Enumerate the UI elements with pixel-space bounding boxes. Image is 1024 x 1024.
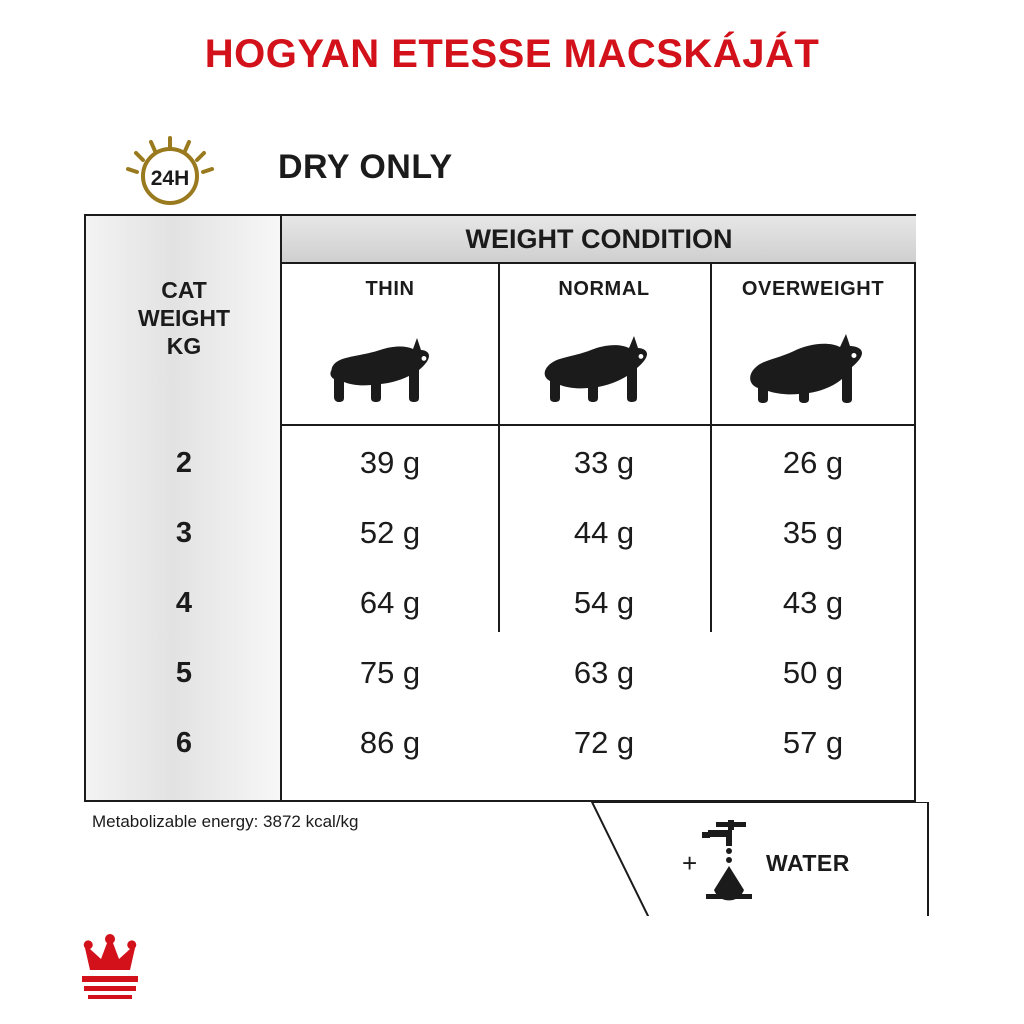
table-row xyxy=(86,638,916,708)
water-label: WATER xyxy=(766,850,850,876)
water-tap-icon xyxy=(700,818,766,902)
cat-weight-header-line1: CAT xyxy=(161,277,207,303)
cell-overweight: 43 g xyxy=(782,585,844,620)
cat-thin-icon xyxy=(282,316,498,424)
table-row xyxy=(86,708,916,778)
table-header-rule xyxy=(282,424,916,426)
feeding-mode-label: DRY ONLY xyxy=(278,148,453,186)
brand-footer xyxy=(0,916,1024,1024)
cell-thin: 39 g xyxy=(359,445,421,480)
cell-overweight: 57 g xyxy=(782,725,844,760)
plus-sign: + xyxy=(682,848,698,878)
weight-condition-header: WEIGHT CONDITION xyxy=(282,216,916,264)
cell-weight: 6 xyxy=(175,726,193,759)
cell-thin: 86 g xyxy=(359,725,421,760)
cell-thin: 52 g xyxy=(359,515,421,550)
cell-weight: 4 xyxy=(175,586,193,619)
cat-overweight-icon xyxy=(710,316,916,424)
cell-overweight: 50 g xyxy=(782,655,844,690)
cell-overweight: 35 g xyxy=(782,515,844,550)
cell-normal: 54 g xyxy=(573,585,635,620)
24h-badge xyxy=(120,136,220,208)
cat-weight-header-line3: KG xyxy=(166,333,202,360)
column-header-overweight: OVERWEIGHT xyxy=(741,277,885,300)
page-title: HOGYAN ETESSE MACSKÁJÁT xyxy=(204,32,820,76)
feeding-table xyxy=(84,214,916,802)
cell-weight: 2 xyxy=(175,446,193,479)
cell-normal: 63 g xyxy=(573,655,635,690)
royal-canin-crown-icon xyxy=(62,928,158,1008)
cell-thin: 75 g xyxy=(359,655,421,690)
column-header-thin: THIN xyxy=(365,277,415,300)
cat-weight-header xyxy=(86,264,282,360)
cat-weight-header-line2: WEIGHT xyxy=(138,305,230,332)
cell-thin: 64 g xyxy=(359,585,421,620)
cell-normal: 44 g xyxy=(573,515,635,550)
cell-overweight: 26 g xyxy=(782,445,844,480)
cat-normal-icon xyxy=(498,316,710,424)
table-body xyxy=(86,428,916,800)
table-row xyxy=(86,568,916,638)
cell-normal: 33 g xyxy=(573,445,635,480)
cell-weight: 3 xyxy=(175,516,193,549)
24h-badge-label: 24H xyxy=(150,167,190,190)
column-header-normal: NORMAL xyxy=(558,277,650,300)
cell-weight: 5 xyxy=(175,656,193,689)
table-row xyxy=(86,498,916,568)
cell-normal: 72 g xyxy=(573,725,635,760)
feeding-mode-row xyxy=(110,136,930,208)
table-row xyxy=(86,428,916,498)
metabolizable-energy-note: Metabolizable energy: 3872 kcal/kg xyxy=(92,812,359,831)
